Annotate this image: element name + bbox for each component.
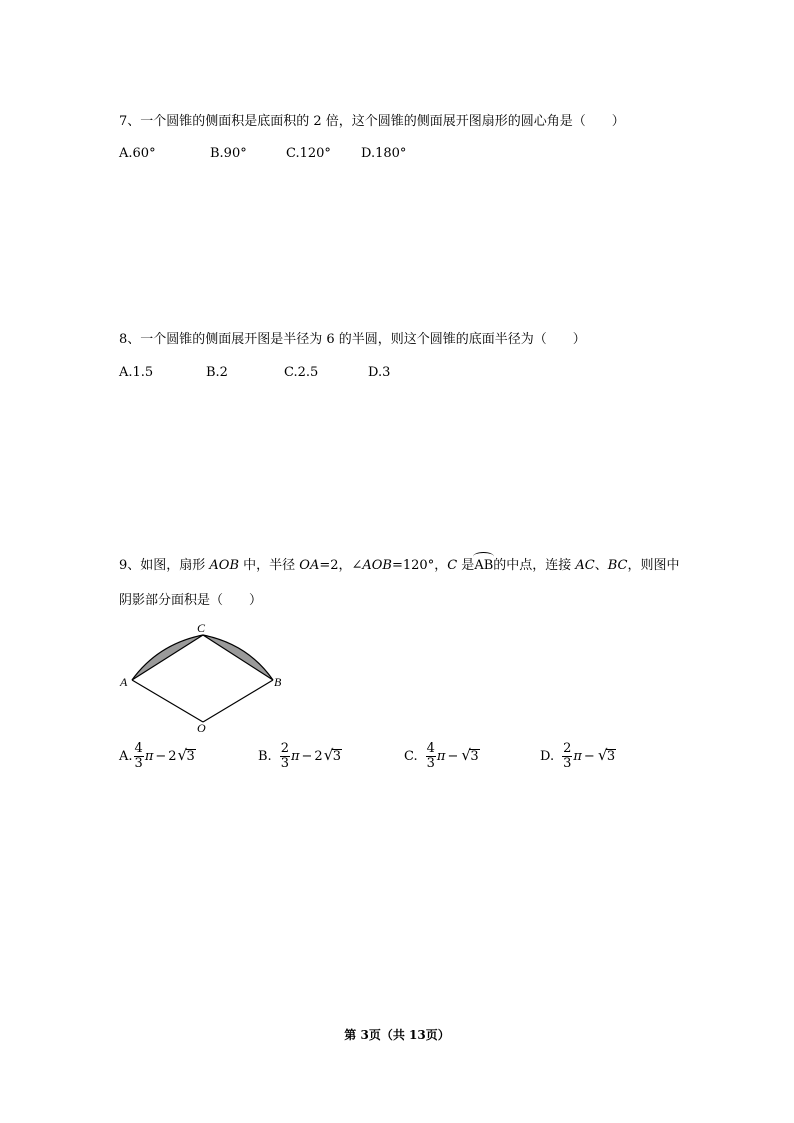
chord-cb: [203, 635, 273, 680]
numerator: 2: [280, 741, 289, 756]
radius-ob: [203, 680, 273, 722]
option-label: C.: [404, 749, 418, 764]
question-8-option-a: A.1.5: [119, 365, 154, 380]
q9-var-aob: AOB: [209, 558, 240, 573]
square-root: √ 3: [461, 746, 479, 764]
denominator: 3: [563, 756, 572, 771]
q9-text-2: 中，半径: [239, 558, 300, 573]
q9-text-7: 、: [594, 558, 608, 573]
radicand: 3: [186, 749, 195, 764]
q9-text-8: ，则图中: [627, 558, 680, 573]
question-9-option-d: [540, 742, 616, 771]
label-b: B: [274, 675, 282, 689]
pi-symbol: π: [436, 749, 446, 764]
arc-ab: [132, 635, 273, 680]
question-8-stem: 8、一个圆锥的侧面展开图是半径为 6 的半圆，则这个圆锥的底面半径为（ ）: [119, 332, 586, 347]
question-9-stem: [119, 557, 680, 575]
question-7-stem: 7、一个圆锥的侧面积是底面积的 2 倍，这个圆锥的侧面展开图扇形的圆心角是（ ）: [119, 114, 625, 129]
q9-text-6: 的中点，连接: [493, 558, 576, 573]
fraction: [426, 742, 436, 771]
label-a: A: [120, 675, 128, 689]
q9-arc-ab: AB: [474, 558, 494, 573]
q9-text-1: 9、如图，扇形: [119, 558, 210, 573]
q9-text-4: =120°，: [392, 558, 448, 573]
coefficient: 2: [168, 749, 177, 764]
question-7-option-a: A.60°: [119, 146, 156, 161]
pi-symbol: π: [573, 749, 582, 764]
denominator: 3: [134, 756, 143, 771]
pi-symbol: π: [144, 749, 154, 764]
q9-text-5: 是: [457, 558, 475, 573]
q9-var-bc: BC: [607, 558, 628, 573]
fraction: [134, 742, 144, 771]
numerator: 4: [426, 741, 435, 756]
option-label: B.: [258, 749, 272, 764]
square-root: √ 3: [597, 746, 616, 764]
label-o: O: [197, 721, 206, 735]
question-9-option-a: [119, 742, 196, 771]
minus-sign: −: [155, 749, 167, 764]
square-root: √ 3: [177, 746, 195, 764]
question-9-stem-line2: 阴影部分面积是（ ）: [119, 593, 263, 608]
square-root: √ 3: [323, 746, 341, 764]
radius-oa: [132, 680, 203, 722]
option-label: D.: [540, 749, 555, 764]
page-footer: 第 3页（共 13页）: [344, 1028, 450, 1042]
fraction: [280, 742, 290, 771]
radicand: 3: [606, 749, 616, 764]
numerator: 4: [134, 741, 143, 756]
question-7-option-b: B.90°: [210, 146, 247, 161]
minus-sign: −: [301, 749, 313, 764]
question-9-option-b: [258, 742, 342, 771]
option-label: A.: [119, 749, 133, 764]
question-9-option-c: [404, 742, 480, 771]
q9-var-c: C: [447, 558, 458, 573]
denominator: 3: [426, 756, 435, 771]
q9-var-ac: AC: [575, 558, 595, 573]
pi-symbol: π: [290, 749, 300, 764]
question-8-option-d: D.3: [368, 365, 391, 380]
q9-var-angle-aob: AOB: [362, 558, 392, 573]
fraction: [562, 742, 572, 771]
q9-text-3: =2，∠: [319, 558, 363, 573]
chord-ac: [132, 635, 203, 680]
radicand: 3: [332, 749, 341, 764]
sector-figure: [110, 618, 300, 738]
q9-var-oa: OA: [299, 558, 320, 573]
denominator: 3: [280, 756, 289, 771]
coefficient: 2: [314, 749, 323, 764]
label-c: C: [197, 621, 206, 635]
minus-sign: −: [583, 749, 595, 764]
question-7-option-d: D.180°: [361, 146, 407, 161]
minus-sign: −: [447, 749, 459, 764]
question-7-option-c: C.120°: [286, 146, 331, 161]
numerator: 2: [563, 741, 572, 756]
question-8-option-b: B.2: [206, 365, 228, 380]
question-8-option-c: C.2.5: [284, 365, 319, 380]
radicand: 3: [470, 749, 479, 764]
